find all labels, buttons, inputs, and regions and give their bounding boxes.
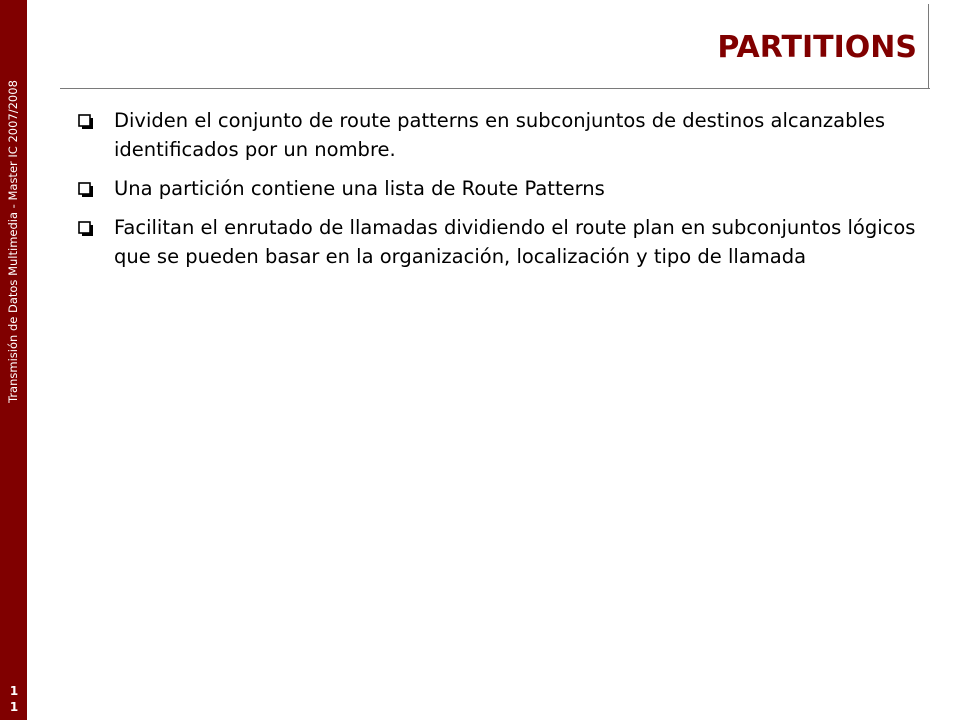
title-vertical-rule (928, 4, 929, 89)
slide-title: PARTITIONS (717, 30, 917, 65)
bullet-text: Una partición contiene una lista de Route Patterns (114, 177, 605, 200)
checkbox-square-icon (78, 114, 94, 130)
page-number: 11 (9, 684, 19, 714)
course-footer-text: Transmisión de Datos Multimedia - Master IC 2007/2008 (6, 80, 20, 403)
side-band (0, 0, 27, 720)
bullet-item (78, 213, 938, 271)
bullet-text: Facilitan el enrutado de llamadas dividiendo el route plan en subconjuntos lógicos que se pueden basar en la organización, localización y tipo de llamada (114, 216, 916, 268)
bullet-item (78, 106, 938, 164)
checkbox-square-icon (78, 221, 94, 237)
checkbox-square-icon (78, 182, 94, 198)
bullet-text: Dividen el conjunto de route patterns en subconjuntos de destinos alcanzables identificados por un nombre. (114, 109, 886, 161)
bullet-list (78, 106, 938, 281)
bullet-item (78, 174, 938, 203)
title-rule (60, 88, 930, 89)
